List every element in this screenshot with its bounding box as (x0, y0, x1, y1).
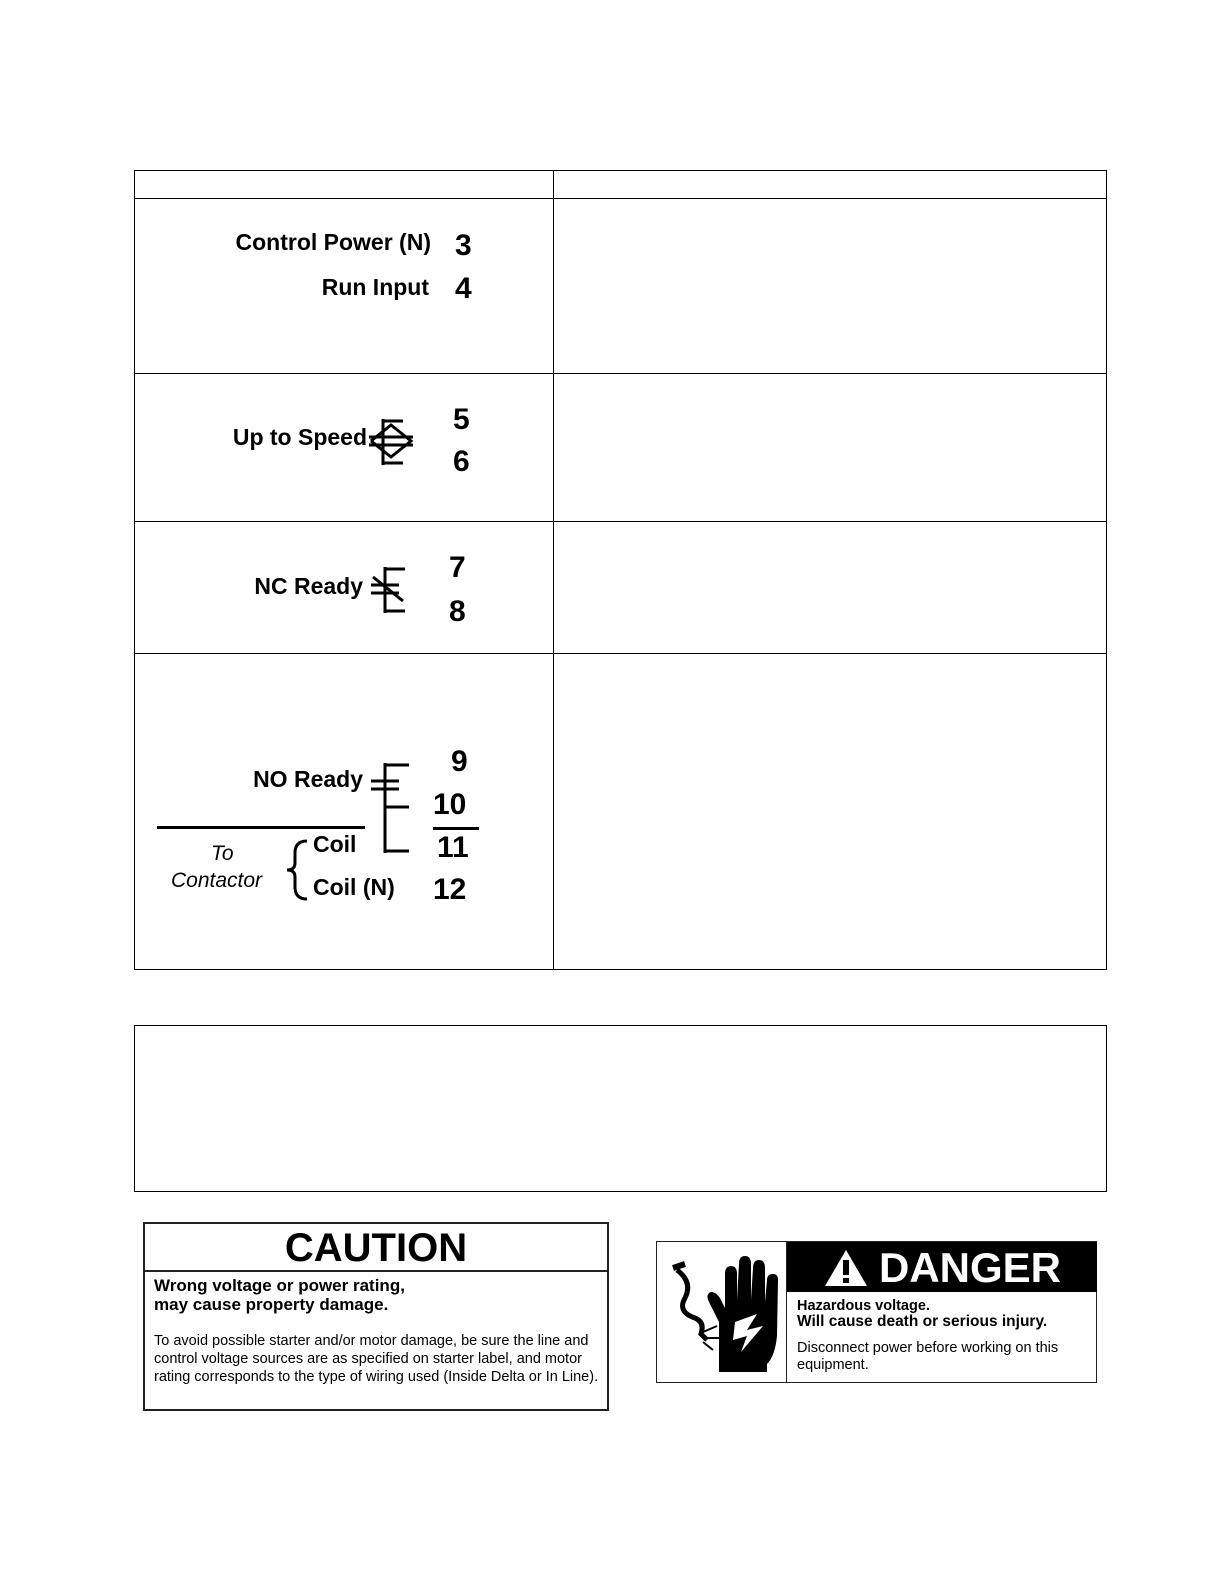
terminal-number: 6 (453, 445, 470, 478)
header-row-divider (135, 198, 1106, 199)
brace-icon (283, 837, 311, 903)
caution-label (143, 1222, 609, 1411)
caution-headline (154, 1276, 594, 1314)
column-divider (553, 171, 554, 969)
terminal-separator-line (433, 827, 479, 830)
terminal-table (134, 170, 1107, 970)
terminal-number: 9 (451, 745, 468, 778)
terminal-number: 7 (449, 551, 466, 584)
up-to-speed-contact-icon (367, 417, 417, 469)
note-box (134, 1025, 1107, 1192)
no-ready-label: NO Ready (253, 766, 363, 792)
coil-neutral-label: Coil (N) (313, 874, 395, 900)
row-divider (135, 653, 1106, 654)
terminal-number: 8 (449, 595, 466, 628)
row-divider (135, 373, 1106, 374)
danger-body: Disconnect power before working on this equipment. (797, 1340, 1059, 1373)
caution-headline-line2: may cause property damage. (154, 1295, 389, 1314)
coil-label: Coil (313, 831, 357, 857)
terminal-number: 12 (433, 873, 467, 906)
terminal-number: 10 (433, 788, 467, 821)
caution-headline-line1: Wrong voltage or power rating, (154, 1276, 405, 1295)
danger-label (656, 1241, 1097, 1383)
caution-title: CAUTION (145, 1224, 607, 1272)
no-ready-contact-icon (369, 761, 413, 857)
contactor-label: Contactor (171, 869, 263, 892)
warning-triangle-icon (823, 1248, 869, 1288)
row-divider (135, 521, 1106, 522)
terminal-number: 4 (455, 272, 472, 305)
up-to-speed-label: Up to Speed (232, 424, 367, 450)
nc-ready-contact-icon (369, 565, 409, 617)
caution-body: To avoid possible starter and/or motor damage, be sure the line and control voltage sources are as specified on starter label, and motor rating corresponds to the type of wiring used (Inside Delta or In Line). (154, 1333, 599, 1385)
control-power-label: Control Power (N) (235, 229, 431, 255)
danger-subtitle-line1: Hazardous voltage. (797, 1298, 930, 1314)
terminal-number: 11 (437, 831, 469, 864)
to-label: To (211, 842, 234, 865)
electric-shock-hand-icon (663, 1252, 781, 1376)
terminal-number: 3 (455, 229, 472, 262)
danger-header (787, 1242, 1097, 1292)
terminal-number: 5 (453, 403, 470, 436)
separator-line (157, 826, 365, 829)
danger-subtitle-line2: Will cause death or serious injury. (797, 1313, 1048, 1330)
danger-title: DANGER (879, 1244, 1062, 1291)
run-input-label: Run Input (321, 274, 429, 300)
nc-ready-label: NC Ready (254, 573, 363, 599)
